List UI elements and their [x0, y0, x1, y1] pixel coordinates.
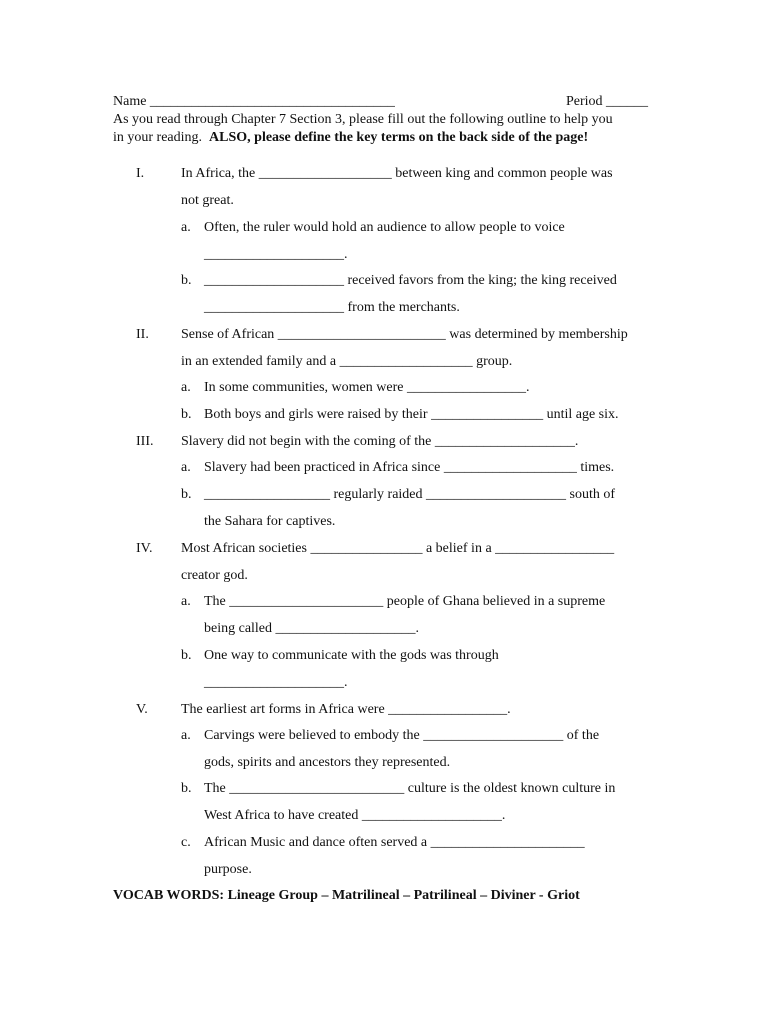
section-1a-line-1: Often, the ruler would hold an audience to allow people to voice	[204, 220, 565, 235]
section-2-line-1: Sense of African ________________________ was determined by membership	[181, 327, 628, 342]
section-1a-line-2: ____________________.	[204, 247, 348, 262]
section-5c-label: c.	[181, 835, 191, 850]
section-1b-line-2: ____________________ from the merchants.	[204, 300, 460, 315]
section-4a-line-1: The ______________________ people of Ghana believed in a supreme	[204, 594, 606, 609]
section-4a-line-2: being called ____________________.	[204, 621, 420, 636]
vocab-words: VOCAB WORDS: Lineage Group – Matrilineal – Patrilineal – Diviner - Griot	[113, 888, 580, 903]
section-5a-label: a.	[181, 728, 191, 743]
section-4b-line-2: ____________________.	[204, 675, 348, 690]
section-1-number: I.	[136, 166, 145, 181]
section-2-line-2: in an extended family and a ___________________ group.	[181, 354, 513, 369]
section-3b-line-1: __________________ regularly raided ____________________ south of	[204, 487, 616, 502]
section-4-number: IV.	[136, 541, 153, 556]
section-5-number: V.	[136, 702, 148, 717]
section-4-line-2: creator god.	[181, 568, 248, 583]
section-1b-label: b.	[181, 273, 192, 288]
section-1-line-1: In Africa, the ___________________ between king and common people was	[181, 166, 613, 181]
section-5b-label: b.	[181, 781, 192, 796]
section-2-number: II.	[136, 327, 149, 342]
section-5c-line-1: African Music and dance often served a ______________________	[204, 835, 585, 850]
instructions-line-1: As you read through Chapter 7 Section 3, please fill out the following outline to help you	[113, 112, 613, 127]
section-5b-line-1: The _________________________ culture is the oldest known culture in	[204, 781, 616, 796]
section-1a-label: a.	[181, 220, 191, 235]
section-5a-line-1: Carvings were believed to embody the ____________________ of the	[204, 728, 600, 743]
section-3b-label: b.	[181, 487, 192, 502]
section-3a-line-1: Slavery had been practiced in Africa since ___________________ times.	[204, 460, 615, 475]
instructions-text: in your reading.	[113, 130, 210, 145]
name-field-label: Name ___________________________________	[113, 94, 395, 109]
section-3b-line-2: the Sahara for captives.	[204, 514, 336, 529]
instructions-line-2	[113, 129, 588, 147]
section-2a-label: a.	[181, 380, 191, 395]
section-5-line-1: The earliest art forms in Africa were _________________.	[181, 702, 511, 717]
section-3-line-1: Slavery did not begin with the coming of the ____________________.	[181, 434, 579, 449]
section-4b-label: b.	[181, 648, 192, 663]
section-4-line-1: Most African societies ________________ a belief in a _________________	[181, 541, 615, 556]
section-4a-label: a.	[181, 594, 191, 609]
section-1b-line-1: ____________________ received favors from the king; the king received	[204, 273, 617, 288]
section-5b-line-2: West Africa to have created ____________________.	[204, 808, 506, 823]
section-5a-line-2: gods, spirits and ancestors they represented.	[204, 755, 451, 770]
section-5c-line-2: purpose.	[204, 862, 252, 877]
section-4b-line-1: One way to communicate with the gods was through	[204, 648, 499, 663]
section-3a-label: a.	[181, 460, 191, 475]
section-2b-line-1: Both boys and girls were raised by their ________________ until age six.	[204, 407, 619, 422]
section-2b-label: b.	[181, 407, 192, 422]
section-3-number: III.	[136, 434, 154, 449]
section-2a-line-1: In some communities, women were _________________.	[204, 380, 530, 395]
instructions-emphasis: ALSO, please define the key terms on the back side of the page!	[209, 130, 589, 145]
period-field-label: Period ______	[566, 94, 649, 109]
section-1-line-2: not great.	[181, 193, 234, 208]
